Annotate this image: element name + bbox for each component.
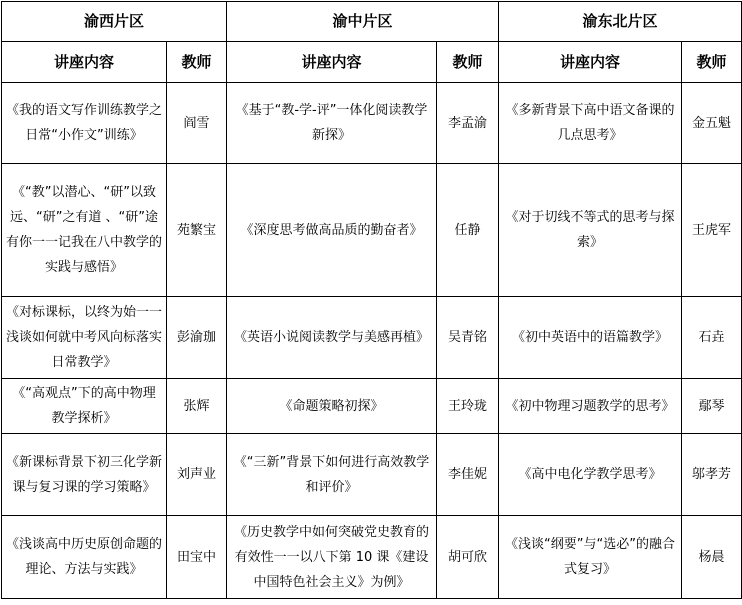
northeast-topic-cell: 《浅谈“纲要”与“选必”的融合式复习》	[499, 516, 682, 599]
northeast-content-header: 讲座内容	[499, 42, 682, 83]
schedule-table-container	[1, 1, 742, 599]
northeast-teacher-cell: 王虎军	[682, 164, 742, 297]
central-teacher-cell: 李佳妮	[437, 434, 499, 516]
central-teacher-cell: 胡可欣	[437, 516, 499, 599]
west-topic-cell: 《新课标背景下初三化学新课与复习课的学习策略》	[2, 434, 167, 516]
central-teacher-header: 教师	[437, 42, 499, 83]
northeast-teacher-header: 教师	[682, 42, 742, 83]
northeast-teacher-cell: 鄢琴	[682, 379, 742, 434]
northeast-topic-cell: 《初中物理习题教学的思考》	[499, 379, 682, 434]
northeast-teacher-cell: 邬孝芳	[682, 434, 742, 516]
northeast-topic-cell: 《初中英语中的语篇教学》	[499, 297, 682, 379]
central-teacher-cell: 吴青铭	[437, 297, 499, 379]
table-row	[2, 379, 742, 434]
central-content-header: 讲座内容	[227, 42, 437, 83]
central-topic-cell: 《“三新”背景下如何进行高效教学和评价》	[227, 434, 437, 516]
west-topic-cell: 《“高观点”下的高中物理教学探析》	[2, 379, 167, 434]
central-teacher-cell: 王玲珑	[437, 379, 499, 434]
column-header-row	[2, 42, 742, 83]
region-central-heading: 渝中片区	[227, 2, 499, 42]
west-teacher-header: 教师	[167, 42, 227, 83]
west-topic-cell: 《对标课标，以终为始一一浅谈如何就中考风向标落实日常教学》	[2, 297, 167, 379]
west-topic-cell: 《“教”以潜心、“研”以致远、“研”之有道 、“研”途有你一一记我在八中教学的实践与感悟》	[2, 164, 167, 297]
west-teacher-cell: 张辉	[167, 379, 227, 434]
region-west-heading: 渝西片区	[2, 2, 227, 42]
northeast-teacher-cell: 石垚	[682, 297, 742, 379]
central-teacher-cell: 李孟渝	[437, 83, 499, 164]
region-header-row	[2, 2, 742, 42]
northeast-topic-cell: 《多新背景下高中语文备课的几点思考》	[499, 83, 682, 164]
west-teacher-cell: 刘声业	[167, 434, 227, 516]
west-topic-cell: 《浅谈高中历史原创命题的理论、方法与实践》	[2, 516, 167, 599]
central-teacher-cell: 任静	[437, 164, 499, 297]
central-topic-cell: 《命题策略初探》	[227, 379, 437, 434]
west-content-header: 讲座内容	[2, 42, 167, 83]
west-teacher-cell: 田宝中	[167, 516, 227, 599]
central-topic-cell: 《基于“教-学-评”一体化阅读教学新探》	[227, 83, 437, 164]
central-topic-cell: 《深度思考做高品质的勤奋者》	[227, 164, 437, 297]
central-topic-cell: 《历史教学中如何突破党史教育的有效性一一以八下第 10 课《建设中国特色社会主义》为例》	[227, 516, 437, 599]
table-row	[2, 434, 742, 516]
lecture-schedule-table	[1, 1, 742, 599]
northeast-topic-cell: 《对于切线不等式的思考与探索》	[499, 164, 682, 297]
table-row	[2, 164, 742, 297]
west-teacher-cell: 彭渝珈	[167, 297, 227, 379]
west-teacher-cell: 苑繁宝	[167, 164, 227, 297]
table-row	[2, 516, 742, 599]
region-northeast-heading: 渝东北片区	[499, 2, 742, 42]
table-row	[2, 297, 742, 379]
northeast-teacher-cell: 金五魁	[682, 83, 742, 164]
table-row	[2, 83, 742, 164]
northeast-teacher-cell: 杨晨	[682, 516, 742, 599]
northeast-topic-cell: 《高中电化学教学思考》	[499, 434, 682, 516]
west-topic-cell: 《我的语文写作训练教学之日常“小作文”训练》	[2, 83, 167, 164]
central-topic-cell: 《英语小说阅读教学与美感再植》	[227, 297, 437, 379]
west-teacher-cell: 阎雪	[167, 83, 227, 164]
